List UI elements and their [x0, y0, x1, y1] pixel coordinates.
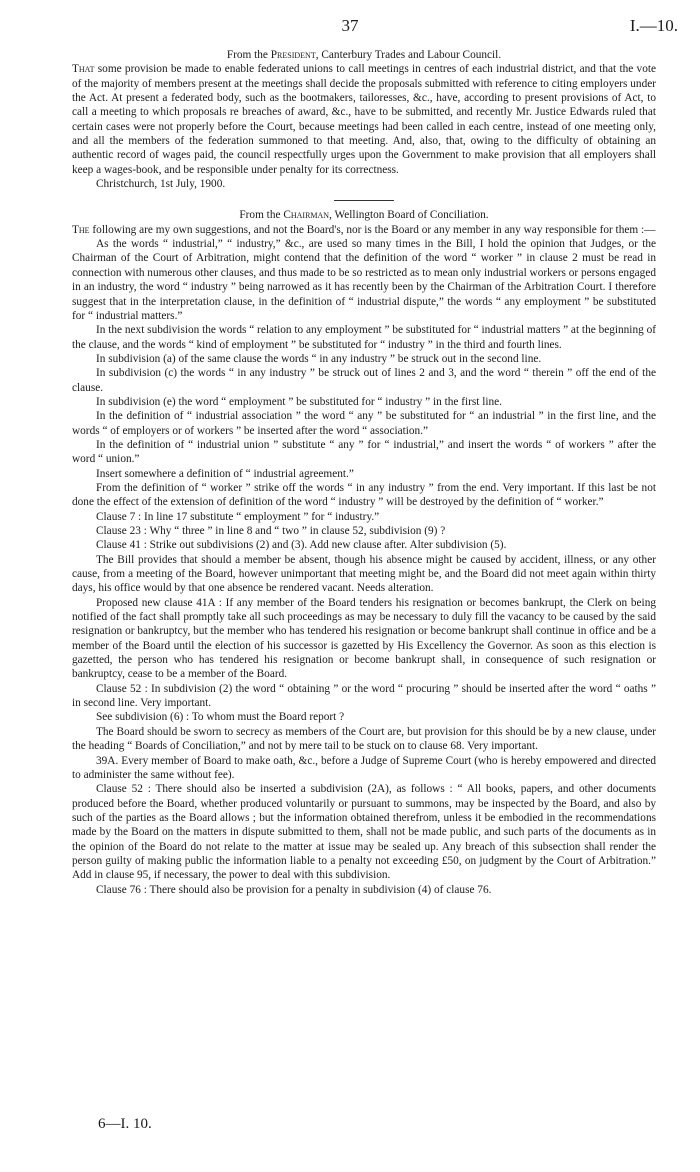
section-divider [334, 200, 394, 201]
heading-title: President [270, 49, 316, 61]
lead-word: The [72, 223, 90, 236]
suggestion-paragraph: The Bill provides that should a member be absent, though his absence might be caused by accident, illness, or any other cause, from a meeting of the Board, however unimportant that meeting might be, and the Board did not meet again within thirty days, his office would by that one absence be rendered vacant. Needs alteration. [72, 553, 656, 595]
lead-word: That [72, 63, 95, 76]
heading-prefix: From the [226, 49, 271, 61]
president-paragraph [72, 62, 656, 177]
heading-suffix: , Canterbury Trades and Labour Council. [315, 49, 502, 61]
section-heading-chairman [72, 208, 656, 222]
suggestion-paragraph: See subdivision (6) : To whom must the Board report ? [96, 711, 345, 724]
signoff-date: Christchurch, 1st July, 1900. [96, 178, 226, 191]
suggestion-paragraph: Clause 52 : In subdivision (2) the word “ obtaining ” or the word “ procuring ” should be inserted after the word “ oaths ” in second line. Very important. [72, 682, 656, 710]
suggestion-paragraph: In subdivision (a) of the same clause the words “ in any industry ” be struck out in the second line. [96, 352, 542, 365]
paragraph-text: following are my own suggestions, and not the Board's, nor is the Board or any member in any way responsible for them :— [89, 223, 656, 236]
body-text [72, 48, 656, 897]
chairman-intro [72, 223, 656, 237]
suggestion-paragraph: Clause 23 : Why “ three ” in line 8 and “ two ” in clause 52, subdivision (9) ? [96, 525, 446, 537]
suggestion-paragraph: The Board should be sworn to secrecy as members of the Court are, but provision for this should be by a new clause, under the heading “ Boards of Conciliation,” and not by mere tail to be stuck on to clause 68. Very important. [72, 725, 656, 753]
page-header [0, 14, 700, 40]
suggestion-paragraph: Insert somewhere a definition of “ industrial agreement.” [96, 467, 354, 480]
suggestion-paragraph: In the definition of “ industrial association ” the word “ any ” be substituted for “ an industrial ” in the first line, and the words “ of employers or of workers ” be inserted after the word “ association.” [72, 410, 656, 437]
suggestion-paragraph: In the definition of “ industrial union ” substitute “ any ” for “ industrial,” and insert the words “ of workers ” after the word “ union.” [72, 438, 656, 466]
heading-suffix: , Wellington Board of Conciliation. [329, 209, 489, 222]
suggestion-paragraph: Clause 52 : There should also be inserted a subdivision (2A), as follows : “ All books, papers, and other documents produced before the Board, whether produced voluntarily or pursuant to summons, may be inspected by the Board, and also by such of the parties as the Board allows ; but the information obtained therefrom, unless it be embodied in the recommendations made by the Board on the matters in dispute submitted to them, shall not be made public, and such parts of the documents as in the opinion of the Board do not relate to the matter at issue may be sealed up. Any breach of this subsection shall render the person guilty of making public the information liable to a penalty not exceeding £50, on judgment by the Court of Arbitration.” Add in clause 95, if necessary, the power to deal with this subdivision. [72, 783, 656, 882]
suggestion-paragraph: In subdivision (c) the words “ in any industry ” be struck out of lines 2 and 3, and the word “ therein ” off the end of the clause. [72, 367, 656, 394]
suggestion-paragraph: As the words “ industrial,” “ industry,” &c., are used so many times in the Bill, I hold the opinion that Judges, or the Chairman of the Court of Arbitration, might contend that the definition of the word “ worker ” in clause 2 must be read in connection with numerous other clauses, and thus made to be so restricted as to mean only industrial workers or persons engaged in an industry, the word “ industry ” being narrowed as it has recently been by the Chairman of the Arbitration Court. I therefore suggest that in the interpretation clause, in the definition of “ industrial dispute,” the words “ any employment ” be substituted for “ industrial matters.” [72, 238, 656, 322]
suggestion-paragraph: Clause 76 : There should also be provision for a penalty in subdivision (4) of clause 76. [96, 883, 492, 896]
heading-title: Chairman [283, 209, 330, 222]
printer-signature-mark: 6—I. 10. [98, 1116, 152, 1132]
suggestion-paragraph: From the definition of “ worker ” strike off the words “ in any industry ” from the end. Very important. If this last be not done the effect of the extension of definition of the word “ industry ” will be destroyed by the definition of “ worker.” [72, 481, 656, 509]
suggestion-paragraph: Proposed new clause 41A : If any member of the Board tenders his resignation or becomes bankrupt, the Clerk on being notified of the fact shall promptly take all such proceedings as may be necessary to duly fill the vacancy to be caused by the said resignation or bankruptcy, but the member who has tendered his resignation or become bankrupt shall continue in office and be a member of the Board until the election of his successor is gazetted by His Excellency the Governor. As soon as this election is gazetted, the person who has tendered his resignation or become bankrupt shall, in consequence of such resignation or bankruptcy, cease to be a member of the Board. [72, 596, 656, 681]
suggestion-paragraph: Clause 7 : In line 17 substitute “ employment ” for “ industry.” [96, 510, 380, 523]
paragraph-text: some provision be made to enable federated unions to call meetings in centres of each industrial district, and that the vote of the majority of members present at the meetings shall decide the proposals submitted with reference to citing employers under the Act. At present a federated body, such as the bootmakers, tailoresses, &c., have, according to present provisions of Act, to call a meeting to which proposals re breaches of award, &c., have to be submitted, and recently Mr. Justice Edwards ruled that certain cases were not properly before the Court, because meetings had been called in each centre, instead of one meeting only, and all the members of the federation summoned to that meeting. And, also, that, owing to the difficulty of obtaining an authentic record of wages paid, the council respectfully urges upon the Government to make provision that all employers shall keep a wages-book, and be responsible under penalty for its correctness. [72, 63, 656, 176]
suggestion-paragraph: In subdivision (e) the word “ employment ” be substituted for “ industry ” in the first line. [96, 395, 502, 408]
page-number: 37 [341, 16, 359, 35]
suggestion-paragraph: Clause 41 : Strike out subdivisions (2) and (3). Add new clause after. Alter subdivision (5). [96, 539, 507, 552]
section-heading-president [72, 48, 656, 62]
suggestion-paragraph: In the next subdivision the words “ relation to any employment ” be substituted for “ industrial matters ” at the beginning of the clause, and the words “ kind of employment ” be substituted for “ industry ” in the third and fourth lines. [72, 324, 656, 351]
page-reference: I.—10. [629, 16, 678, 35]
suggestion-paragraph: 39A. Every member of Board to make oath, &c., before a Judge of Supreme Court (who is hereby empowered and directed to administer the same without fee). [72, 754, 656, 781]
heading-prefix: From the [239, 209, 284, 222]
